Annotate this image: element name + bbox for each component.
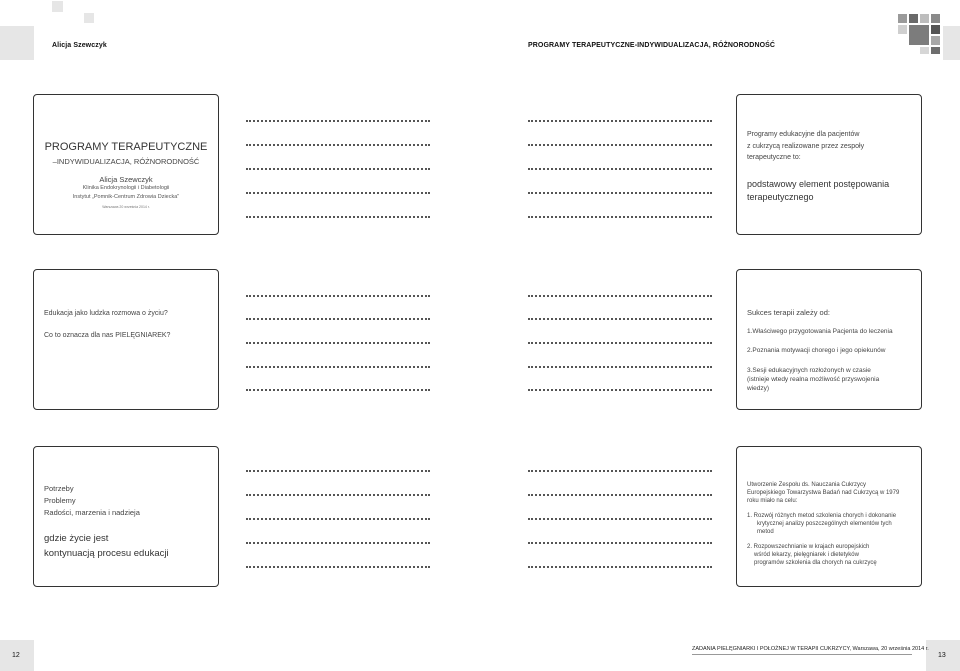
header-title: PROGRAMY TERAPEUTYCZNE-INDYWIDUALIZACJA, RÓŻNORODNOŚĆ <box>528 42 776 49</box>
slide-4-item3c: wiedzy) <box>747 385 770 392</box>
note-line <box>528 216 712 218</box>
note-line <box>528 120 712 122</box>
slide-4-item1: 1.Właściwego przygotowania Pacjenta do leczenia <box>747 328 893 335</box>
note-line <box>246 144 430 146</box>
slide-6-i1c: metod <box>757 529 774 535</box>
corner-square-top-right <box>943 26 960 60</box>
note-line <box>528 295 712 297</box>
slide-1-line2: Instytut „Pomnik-Centrum Zdrowia Dziecka" <box>72 194 180 200</box>
slide-6 <box>736 446 922 587</box>
slide-3-line2: Co to oznacza dla nas PIELĘGNIAREK? <box>44 332 171 339</box>
deco-square-2 <box>84 13 94 23</box>
note-line <box>246 389 430 391</box>
note-line <box>246 542 430 544</box>
note-line <box>246 342 430 344</box>
slide-4-title: Sukces terapii zależy od: <box>747 308 830 317</box>
slide-1-author: Alicja Szewczyk <box>99 175 153 184</box>
slide-6-p1: Utworzenie Zespołu ds. Nauczania Cukrzycy <box>747 482 867 488</box>
note-line <box>528 144 712 146</box>
note-line <box>246 470 430 472</box>
note-line <box>246 318 430 320</box>
slide-2-big1: podstawowy element postępowania <box>747 179 890 189</box>
footer-rule <box>692 654 912 655</box>
note-line <box>528 389 712 391</box>
slide-3-line1: Edukacja jako ludzka rozmowa o życiu? <box>44 310 168 317</box>
slide-4-item3b: (istnieje wtedy realna możliwość przyswojenia <box>747 376 880 383</box>
note-line <box>246 566 430 568</box>
note-line <box>528 342 712 344</box>
slide-3 <box>33 269 219 410</box>
slide-1 <box>33 94 219 235</box>
slide-4-item3a: 3.Sesji edukacyjnych rozłożonych w czasie <box>747 367 871 374</box>
note-line <box>528 366 712 368</box>
note-line <box>528 566 712 568</box>
slide-5-big1: gdzie życie jest <box>44 533 109 544</box>
note-line <box>246 518 430 520</box>
note-line <box>246 494 430 496</box>
slide-5-line1: Potrzeby <box>44 484 74 493</box>
slide-6-i2c: programów szkolenia dla chorych na cukrzycę <box>754 560 877 566</box>
footer-text: ZADANIA PIELĘGNIARKI I POŁOŻNEJ W TERAPII CUKRZYCY, Warszawa, 20 września 2014 r. <box>692 646 929 652</box>
note-line <box>246 192 430 194</box>
slide-5-line2: Problemy <box>44 496 76 505</box>
slide-4 <box>736 269 922 410</box>
corner-square-top-left <box>0 26 34 60</box>
slide-6-i1a: 1. Rozwój różnych metod szkolenia chorych i dokonanie <box>747 513 897 519</box>
slide-2-line3: terapeutyczne to: <box>747 154 801 161</box>
note-line <box>528 318 712 320</box>
logo-mosaic-icon <box>898 14 940 54</box>
slide-6-p2: Europejskiego Towarzystwa Badań nad Cukrzycą w 1979 <box>747 490 900 496</box>
slide-2-big2: terapeutycznego <box>747 192 814 202</box>
slide-1-line1: Klinika Endokrynologii i Diabetologii <box>82 185 170 191</box>
slide-1-title: PROGRAMY TERAPEUTYCZNE <box>44 141 208 153</box>
slide-5-line3: Radości, marzenia i nadzieja <box>44 508 140 517</box>
slide-2-line2: z cukrzycą realizowane przez zespoły <box>747 143 865 150</box>
note-line <box>246 366 430 368</box>
slide-6-i1b: krytycznej analizy poszczególnych elementów tych <box>757 521 892 527</box>
slide-4-item2: 2.Poznania motywacji chorego i jego opiekunów <box>747 347 886 354</box>
slide-1-subtitle: –INDYWIDUALIZACJA, RÓŻNORODNOŚĆ <box>52 157 200 166</box>
note-line <box>528 470 712 472</box>
deco-square-1 <box>52 1 63 12</box>
note-line <box>246 120 430 122</box>
slide-6-i2b: wśród lekarzy, pielęgniarek i dietetyków <box>754 552 859 558</box>
slide-2 <box>736 94 922 235</box>
note-line <box>528 518 712 520</box>
note-line <box>246 295 430 297</box>
header-author: Alicja Szewczyk <box>52 42 107 49</box>
note-line <box>246 216 430 218</box>
slide-6-p3: roku miało na celu: <box>747 498 798 504</box>
slide-5-big2: kontynuacją procesu edukacji <box>44 548 169 559</box>
note-line <box>528 494 712 496</box>
slide-6-i2a: 2. Rozpowszechnianie w krajach europejskich <box>747 544 870 550</box>
page-number-left: 12 <box>12 652 20 659</box>
note-line <box>528 192 712 194</box>
slide-2-line1: Programy edukacyjne dla pacjentów <box>747 131 860 138</box>
slide-1-line3: Warszawa 20 września 2014 r. <box>102 205 150 209</box>
note-line <box>528 542 712 544</box>
note-line <box>246 168 430 170</box>
page-number-right: 13 <box>938 652 946 659</box>
note-line <box>528 168 712 170</box>
slide-5 <box>33 446 219 587</box>
